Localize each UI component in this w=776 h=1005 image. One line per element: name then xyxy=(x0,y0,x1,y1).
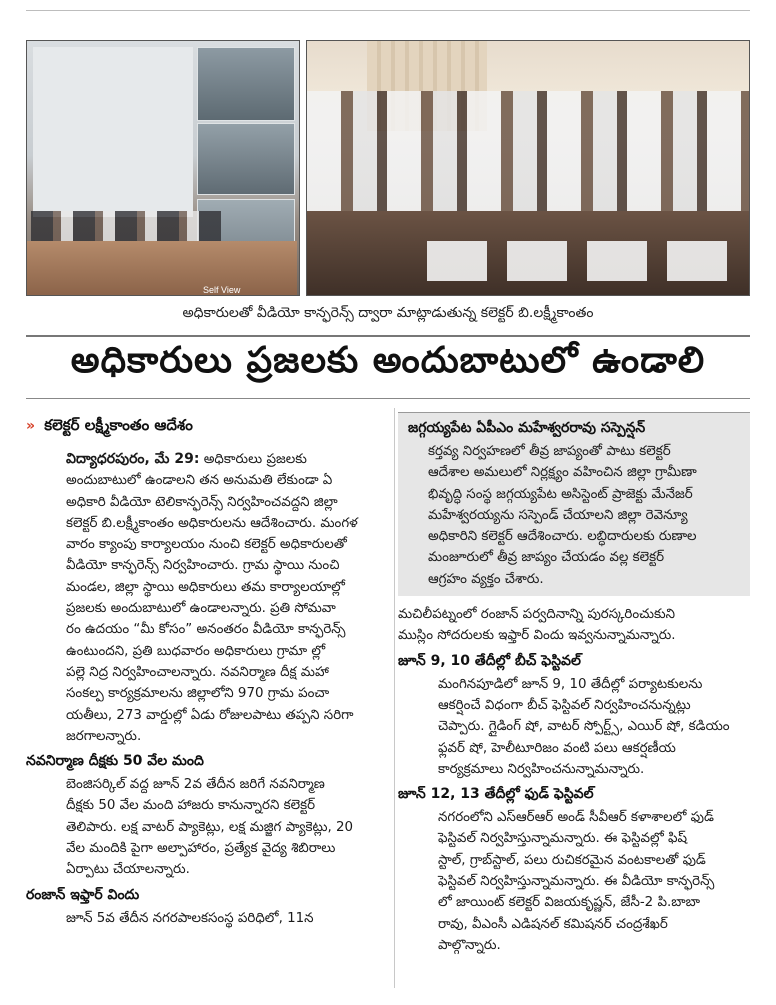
body-line: లో జాయింట్ కలెక్టర్ విజయకృష్ణన్, జేసీ-2 పి.బాబా xyxy=(438,895,700,911)
box-line: మంజూరులో తీవ్ర జాప్యం చేయడం వల్ల కలెక్టర్ xyxy=(428,550,665,566)
body-line: ఏర్పాటు చేయాలన్నారు. xyxy=(66,862,190,878)
lead-line: అందుబాటులో ఉండాలని తన అనుమతి లేకుండా ఏ xyxy=(66,473,333,489)
video-conference-screen-photo xyxy=(26,40,300,296)
lead-line: వారం క్యాంపు కార్యాలయం నుంచి కలెక్టర్ అధికారులతో xyxy=(66,537,347,553)
box-line: ఆగ్రహం వ్యక్తం చేశారు. xyxy=(428,571,544,587)
suspension-title: జగ్గయ్యపేట ఏపీఎం మహేశ్వరరావు సస్పెన్షన్ xyxy=(408,420,646,436)
body-line: కార్యక్రమాలు నిర్వహించనున్నామన్నారు. xyxy=(438,761,645,777)
caption-rule xyxy=(26,335,750,337)
body-line: ఫ్లవర్ షో, హెలీటూరిజం వంటి పలు ఆకర్షణీయ xyxy=(438,740,676,756)
kicker-text: కలెక్టర్ లక్ష్మీకాంతం ఆదేశం xyxy=(44,416,193,434)
box-line: అధికారిని కలెక్టర్ ఆదేశించారు. లబ్ధిదారులకు రుణాల xyxy=(428,529,697,545)
beach-festival-paragraph xyxy=(398,674,750,780)
lead-line: సంకల్ప కార్యక్రమాలను జిల్లాలోని 970 గ్రామ పంచా xyxy=(66,686,330,702)
dateline: విద్యాధరపురం, మే 29: xyxy=(66,451,200,467)
double-chevron-icon: » xyxy=(26,418,36,434)
suspension-paragraph xyxy=(408,441,740,590)
lead-line: వీడియో కాన్ఫరెన్స్ నిర్వహించారు. గ్రామ స్థాయి నుంచి xyxy=(66,558,340,574)
lead-line: పల్లె నిద్ర నిర్వహించాలన్నారు. నవనిర్మాణ దీక్ష మహా xyxy=(66,664,329,680)
lead-line: ఉంటుందని, ప్రతి బుధవారం అధికారులు గ్రామా ల్లో xyxy=(66,643,326,659)
body-line: దీక్షకు 50 వేల మంది హాజరు కానున్నారని కలెక్టర్ xyxy=(66,798,316,814)
column-divider xyxy=(394,408,395,988)
box-line: కర్తవ్య నిర్వహణలో తీవ్ర జాప్యంతో పాటు కలెక్టర్ xyxy=(428,444,671,459)
subheading-navanirmana: నవనిర్మాణ దీక్షకు 50 వేల మంది xyxy=(26,753,204,770)
body-line: ఆకర్షించే విధంగా బీచ్ ఫెస్టివల్ నిర్వహించనున్నట్లు xyxy=(438,697,691,713)
lead-line: ప్రజలకు అందుబాటులో ఉండాలన్నారు. ప్రతి సోమవా xyxy=(66,601,336,617)
body-line: స్టాల్, గ్రాబ్‌స్టాల్, పలు రుచికరమైన వంటకాలతో ఫుడ్ xyxy=(438,852,706,868)
officials-group xyxy=(307,91,750,211)
lead-line: రం ఉదయం “మీ కోసం” అనంతరం వీడియో కాన్ఫరెన్స్ xyxy=(66,622,346,638)
subheading-food-festival: జూన్ 12, 13 తేదీల్లో ఫుడ్ ఫెస్టివల్ xyxy=(398,786,594,803)
body-line: ముస్లిం సోదరులకు ఇఫ్తార్ విందు ఇవ్వనున్నామన్నారు. xyxy=(398,628,676,644)
headline-rule xyxy=(26,398,750,399)
food-festival-paragraph xyxy=(398,807,750,956)
lead-line: కలెక్టర్ బి.లక్ష్మీకాంతం అధికారులను ఆదేశించారు. మంగళ xyxy=(66,515,358,531)
body-line: రావు, వీఎంసీ ఎడిషనల్ కమిషనర్ చంద్రశేఖర్ xyxy=(438,916,668,932)
body-line: చెప్పారు. గ్లైడింగ్ షో, వాటర్ స్పోర్ట్స్, ఎయిర్ షో, కడియం xyxy=(438,719,730,735)
box-line: ఆదేశాల అమలులో నిర్లక్ష్యం వహించిన జిల్లా గ్రామీణా xyxy=(428,465,697,481)
iftar-paragraph xyxy=(26,908,390,929)
body-line: మంగినపూడిలో జూన్ 9, 10 తేదీల్లో పర్యాటకులను xyxy=(438,676,703,692)
desk xyxy=(27,241,297,296)
lead-line: అధికారులు ప్రజలకు xyxy=(203,452,307,467)
navanirmana-paragraph xyxy=(26,774,390,880)
lead-line: యతీలు, 273 వార్డుల్లో ఏడు రోజులపాటు తప్పని సరిగా xyxy=(66,707,354,723)
right-column xyxy=(398,412,750,956)
subheading-iftar: రంజాన్ ఇఫ్తార్ విందు xyxy=(26,886,140,903)
body-line: జూన్ 5వ తేదీన నగరపాలకసంస్థ పరిధిలో, 11న xyxy=(66,910,314,926)
self-view-label: Self View xyxy=(203,285,241,295)
headline: అధికారులు ప్రజలకు అందుబాటులో ఉండాలి xyxy=(70,340,706,381)
video-tile xyxy=(197,47,295,121)
body-line: తెలిపారు. లక్ష వాటర్ ప్యాకెట్లు, లక్ష మజ్జిగ ప్యాకెట్లు, 20 xyxy=(66,819,354,835)
suspension-box xyxy=(398,412,750,596)
lead-line: అధికారి వీడియో టెలికాన్ఫరెన్స్ నిర్వహించవద్దని జిల్లా xyxy=(66,494,338,510)
body-line: ఫెస్టివల్ నిర్వహిస్తున్నామన్నారు. ఈ వీడియో కాన్ఫరెన్స్ xyxy=(438,874,715,890)
photo-caption: అధికారులతో వీడియో కాన్ఫరెన్స్ ద్వారా మాట్లాడుతున్న కలెక్టర్ బి.లక్ష్మీకాంతం xyxy=(182,305,594,321)
box-line: మహేశ్వరయ్యను సస్పెండ్ చేయాలని జిల్లా రెవెన్యూ xyxy=(428,507,688,523)
body-line: బెంజిసర్కిల్ వద్ద జూన్ 2వ తేదీన జరిగే నవనిర్మాణ xyxy=(66,777,325,793)
body-line: నగరంలోని ఎస్ఆర్ఆర్ అండ్ సీవీఆర్ కళాశాలలో ఫుడ్ xyxy=(438,810,714,826)
video-tile xyxy=(197,123,295,195)
lead-line: జరగాలన్నారు. xyxy=(66,728,142,744)
iftar-continuation xyxy=(398,604,750,647)
lead-line: మండల, జిల్లా స్థాయి అధికారులు తమ కార్యాలయాల్లో xyxy=(66,579,345,595)
body-line: మచిలీపట్నంలో రంజాన్ పర్వదినాన్ని పురస్కరించుకుని xyxy=(398,607,675,623)
left-column xyxy=(26,412,390,929)
collector-meeting-photo xyxy=(306,40,750,296)
lead-paragraph xyxy=(26,449,390,747)
kicker xyxy=(26,412,390,439)
body-line: వేల మందికి పైగా అల్పాహారం, ప్రత్యేక వైద్య శిబిరాలు xyxy=(66,841,336,857)
body-line: పాల్గొన్నారు. xyxy=(438,937,501,953)
box-line: భివృద్ధి సంస్థ జగ్గయ్యపేట అసిస్టెంట్ ప్రాజెక్టు మేనేజర్ xyxy=(428,486,693,502)
screen-main-view xyxy=(33,47,193,217)
body-line: ఫెస్టివల్ నిర్వహిస్తున్నామన్నారు. ఈ ఫెస్టివల్లో ఫిష్ xyxy=(438,831,688,847)
papers xyxy=(427,241,727,281)
top-rule xyxy=(26,10,750,11)
subheading-beach-festival: జూన్ 9, 10 తేదీల్లో బీచ్ ఫెస్టివల్ xyxy=(398,652,581,669)
